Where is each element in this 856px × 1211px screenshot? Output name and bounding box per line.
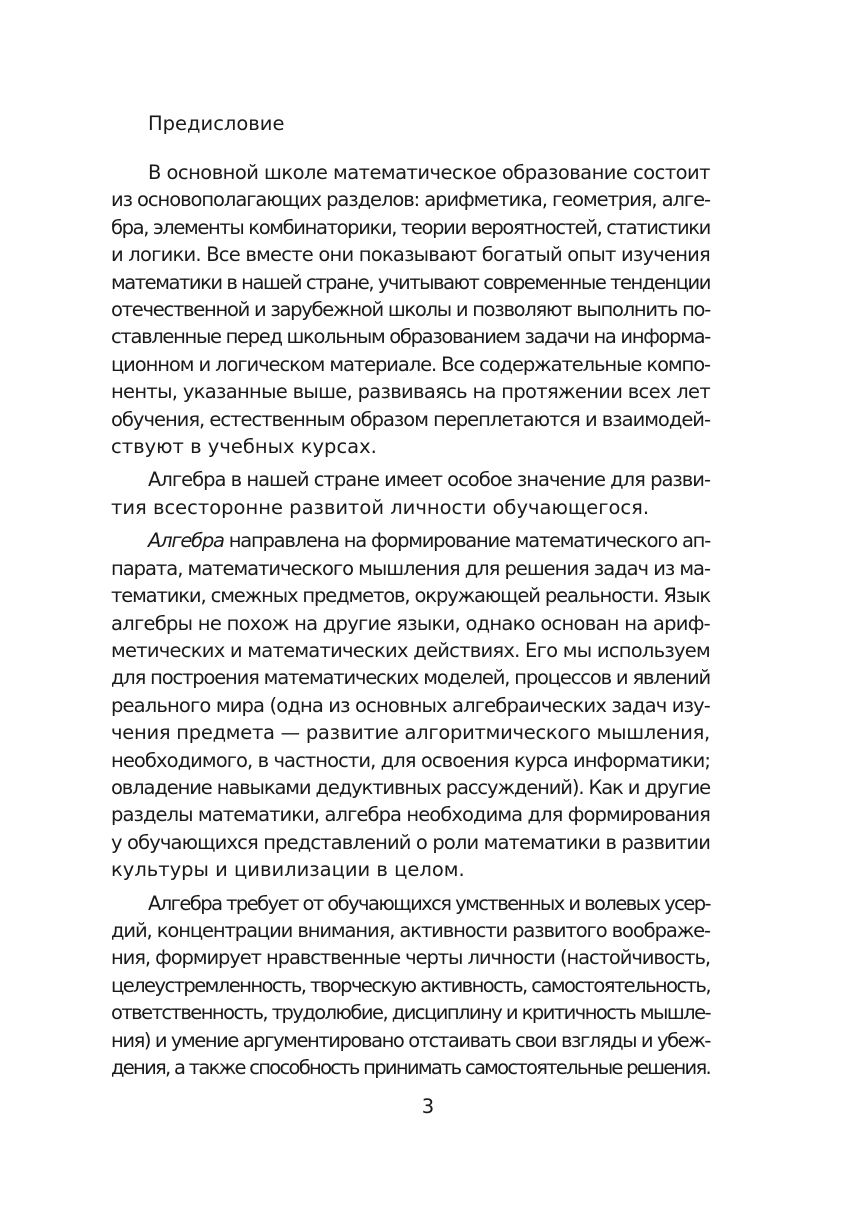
text-line: для построения математических моделей, процессов и явлений (111, 666, 710, 690)
text-line: тия всесторонне развитой личности обучающегося. (111, 495, 650, 519)
page-number: 3 (421, 1095, 435, 1118)
text-line: математики в нашей стране, учитывают современные тенденции (111, 270, 710, 294)
text-line: алгебры не похож на другие языки, однако основан на ариф- (111, 611, 710, 635)
text-line: ненты, указанные выше, развиваясь на протяжении всех лет (111, 380, 710, 404)
text-line: целеустремленность, творческую активность, самостоятельность, (111, 973, 710, 997)
text-line: Алгебра в нашей стране имеет особое значение для разви- (148, 468, 710, 492)
paragraph-2 (111, 466, 710, 521)
text-line: разделы математики, алгебра необходима для формирования (111, 803, 710, 827)
text-line (111, 527, 710, 554)
text-line: Алгебра требует от обучающихся умственных и волевых усер- (148, 891, 710, 915)
text-line: дения, а также способность принимать самостоятельные решения. (111, 1056, 710, 1079)
text-fragment: направлена на формирование математического ап- (223, 529, 710, 553)
text-line: тематики, смежных предметов, окружающей реальности. Язык (111, 584, 710, 608)
text-line: реального мира (одна из основных алгебраических задач изу- (111, 693, 710, 717)
text-line: В основной школе математическое образование состоит (148, 161, 710, 184)
text-line: ставленные перед школьным образованием задачи на информа- (111, 325, 710, 349)
text-line: из основополагающих разделов: арифметика, геометрия, алге- (111, 188, 711, 212)
page-heading: Предисловие (148, 112, 285, 135)
italic-term: Алгебра (148, 529, 224, 553)
paragraph-1 (111, 159, 710, 460)
text-line: ствуют в учебных курсах. (111, 435, 377, 459)
text-line: отечественной и зарубежной школы и позволяют выполнить по- (111, 298, 710, 322)
text-line: ния) и умение аргументировано отстаивать свои взгляды и убеж- (111, 1028, 710, 1052)
text-line: культуры и цивилизации в целом. (111, 858, 465, 882)
text-line: ответственность, трудолюбие, дисциплину и критичность мышле- (111, 1001, 710, 1025)
text-line: обучения, естественным образом переплетаются и взаимодей- (111, 407, 710, 431)
text-line: у обучающихся представлений о роли математики в развитии (111, 830, 710, 854)
text-line: дий, концентрации внимания, активности развитого воображе- (111, 918, 710, 942)
text-line: бра, элементы комбинаторики, теории вероятностей, статистики (111, 215, 710, 239)
body-text (111, 159, 710, 1087)
text-line: и логики. Все вместе они показывают богатый опыт изучения (111, 243, 710, 267)
text-line: парата, математического мышления для решения задач из ма- (111, 556, 710, 580)
text-line: необходимого, в частности, для освоения курса информатики; (111, 748, 710, 772)
text-line: метических и математических действиях. Его мы используем (111, 638, 710, 662)
text-line: овладение навыками дедуктивных рассуждений). Как и другие (111, 775, 710, 799)
paragraph-3 (111, 527, 710, 883)
text-line: чения предмета — развитие алгоритмического мышления, (111, 721, 710, 745)
text-line: ционном и логическом материале. Все содержательные компо- (111, 352, 710, 376)
paragraph-4 (111, 890, 710, 1082)
text-line: ния, формирует нравственные черты личности (настойчивость, (111, 946, 710, 970)
